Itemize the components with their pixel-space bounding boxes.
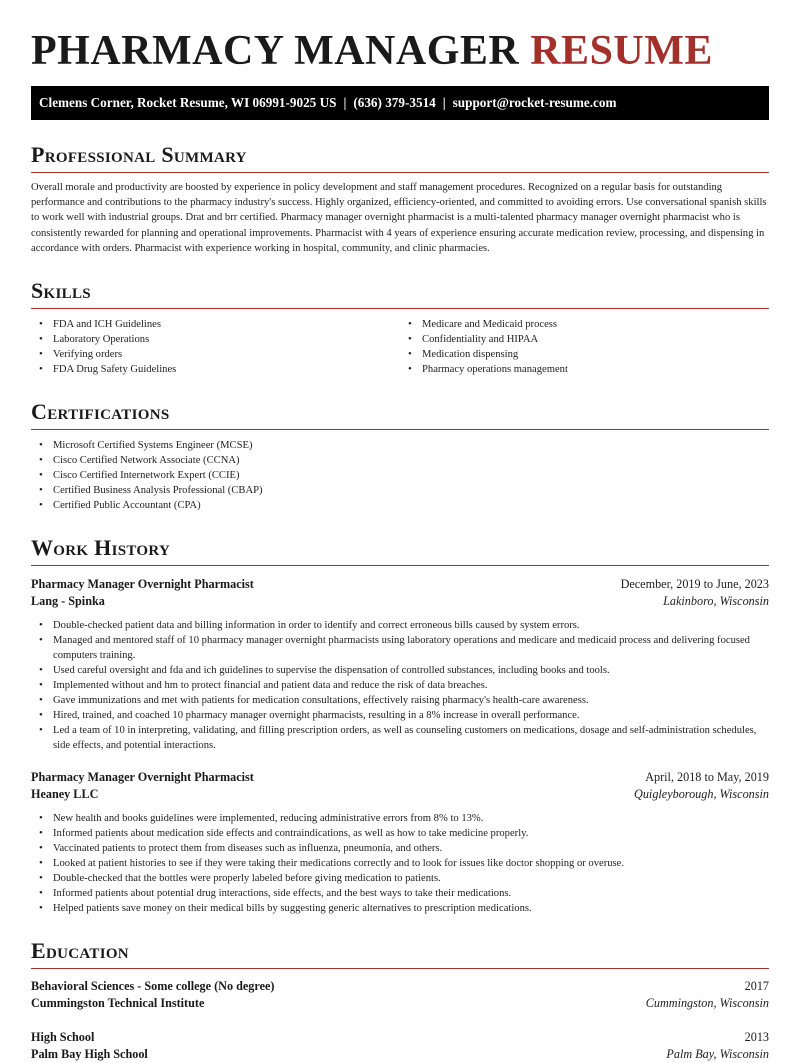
- skill-item: • Pharmacy operations management: [422, 362, 769, 377]
- job-bullet: • Implemented without and hm to protect financial and patient data and reduce the risk of data breaches.: [53, 678, 769, 693]
- education-school: Palm Bay High School: [31, 1047, 148, 1062]
- job-bullet: • Helped patients save money on their medical bills by suggesting generic alternatives to prescription medications.: [53, 901, 769, 916]
- work-history-heading: Work History: [31, 534, 769, 566]
- job-bullet: • Led a team of 10 in interpreting, validating, and filling prescription orders, as well as counseling customers on medications, dosage and self-administration schedules, side effects, and potential interactions.: [53, 723, 769, 753]
- title-main: PHARMACY MANAGER: [31, 28, 520, 74]
- job-bullet: • Used careful oversight and fda and ich guidelines to supervise the dispensation of controlled substances, including books and tools.: [53, 663, 769, 678]
- skill-item: • Verifying orders: [53, 347, 400, 362]
- certification-item: • Cisco Certified Internetwork Expert (CCIE): [53, 468, 769, 483]
- job-dates: December, 2019 to June, 2023: [620, 577, 769, 592]
- certification-item: • Microsoft Certified Systems Engineer (MCSE): [53, 438, 769, 453]
- education-location: Cummingston, Wisconsin: [645, 996, 769, 1011]
- certification-item: • Certified Business Analysis Professional (CBAP): [53, 483, 769, 498]
- skill-item: • Medicare and Medicaid process: [422, 317, 769, 332]
- skill-item: • FDA Drug Safety Guidelines: [53, 362, 400, 377]
- job-entry: [31, 575, 769, 753]
- summary-heading: Professional Summary: [31, 141, 769, 173]
- job-bullets: [31, 618, 769, 753]
- education-degree: Behavioral Sciences - Some college (No degree): [31, 979, 275, 994]
- job-bullet: • New health and books guidelines were implemented, reducing administrative errors from 8% to 13%.: [53, 811, 769, 826]
- job-title: Pharmacy Manager Overnight Pharmacist: [31, 770, 254, 785]
- skills-list-left: [31, 317, 400, 377]
- job-bullet: • Informed patients about medication side effects and contraindications, as well as how to take medicine properly.: [53, 826, 769, 841]
- skills-list-right: [400, 317, 769, 377]
- job-title: Pharmacy Manager Overnight Pharmacist: [31, 577, 254, 592]
- education-year: 2013: [744, 1030, 769, 1045]
- skill-item: • Medication dispensing: [422, 347, 769, 362]
- education-entry: [31, 1028, 769, 1063]
- contact-separator: |: [343, 95, 347, 110]
- job-company: Lang - Spinka: [31, 594, 105, 609]
- title-accent: RESUME: [530, 28, 713, 74]
- education-entry: [31, 977, 769, 1012]
- contact-bar: [31, 86, 769, 120]
- job-entry: [31, 768, 769, 916]
- job-dates: April, 2018 to May, 2019: [645, 770, 769, 785]
- skills-grid: [31, 309, 769, 377]
- education-heading: Education: [31, 937, 769, 969]
- job-bullet: • Informed patients about potential drug interactions, side effects, and the best ways to take their medications.: [53, 886, 769, 901]
- resume-title: [31, 0, 769, 75]
- certifications-list: [31, 438, 769, 513]
- skills-heading: Skills: [31, 277, 769, 309]
- job-bullet: • Hired, trained, and coached 10 pharmacy manager overnight pharmacists, resulting in a 8% increase in overall performance.: [53, 708, 769, 723]
- contact-separator: |: [442, 95, 446, 110]
- education-degree: High School: [31, 1030, 95, 1045]
- job-bullets: [31, 811, 769, 916]
- job-bullet: • Managed and mentored staff of 10 pharmacy manager overnight pharmacists using laboratory operations and medicare and medicaid process and delivering focused computers training.: [53, 633, 769, 663]
- job-bullet: • Looked at patient histories to see if they were taking their medications correctly and to look for issues like doctor shopping or overuse.: [53, 856, 769, 871]
- job-company: Heaney LLC: [31, 787, 99, 802]
- certification-item: • Cisco Certified Network Associate (CCNA): [53, 453, 769, 468]
- education-school: Cummingston Technical Institute: [31, 996, 205, 1011]
- skill-item: • Laboratory Operations: [53, 332, 400, 347]
- job-bullet: • Double-checked that the bottles were properly labeled before giving medication to patients.: [53, 871, 769, 886]
- skill-item: • FDA and ICH Guidelines: [53, 317, 400, 332]
- contact-email: support@rocket-resume.com: [452, 95, 617, 110]
- education-year: 2017: [744, 979, 769, 994]
- job-location: Quigleyborough, Wisconsin: [634, 787, 769, 802]
- contact-address: Clemens Corner, Rocket Resume, WI 06991-9025 US: [39, 95, 337, 110]
- job-bullet: • Gave immunizations and met with patients for medication consultations, effectively raising pharmacy's health-care awareness.: [53, 693, 769, 708]
- summary-text: Overall morale and productivity are boosted by experience in policy development and staff management procedures. Recognized on a regular basis for outstanding performance and contributions to the pharmacy industry's success. Highly organized, efficiency-oriented, and committed to avoiding errors. Use conversational spanish skills to work well with industrial groups. Drat and brr certified. Pharmacy manager overnight pharmacist is a multi-talented pharmacy manager overnight pharmacist who is consistently rewarded for planning and operational improvements. Pharmacist with 4 years of experience ensuring accurate medication review, processing, and dispensing in accordance with orders. Pharmacist with experience working in hospital, community, and clinic pharmacies.: [31, 182, 767, 254]
- job-location: Lakinboro, Wisconsin: [663, 594, 769, 609]
- education-location: Palm Bay, Wisconsin: [666, 1047, 769, 1062]
- job-bullet: • Double-checked patient data and billing information in order to identify and correct erroneous bills caused by system errors.: [53, 618, 769, 633]
- certification-item: • Certified Public Accountant (CPA): [53, 498, 769, 513]
- contact-phone: (636) 379-3514: [353, 95, 436, 110]
- certifications-heading: Certifications: [31, 398, 769, 430]
- job-bullet: • Vaccinated patients to protect them from diseases such as influenza, pneumonia, and others.: [53, 841, 769, 856]
- skill-item: • Confidentiality and HIPAA: [422, 332, 769, 347]
